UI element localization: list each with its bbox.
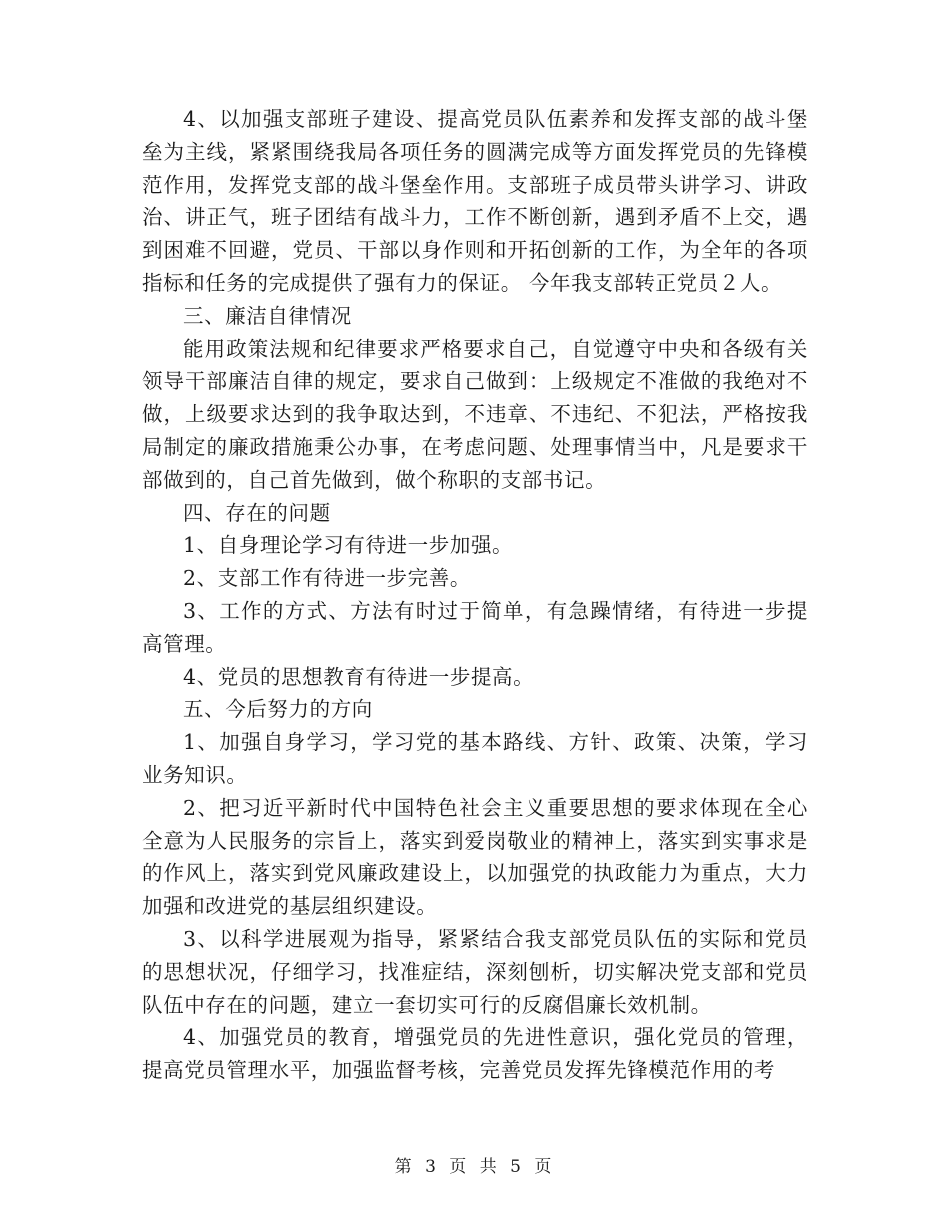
document-body bbox=[142, 103, 808, 1087]
list-item: 2、把习近平新时代中国特色社会主义重要思想的要求体现在全心全意为人民服务的宗旨上，落实到爱岗敬业的精神上，落实到实事求是的作风上，落实到党风廉政建设上，以加强党的执政能力为重点，大力加强和改进党的基层组织建设。 bbox=[142, 795, 808, 919]
list-item: 2、支部工作有待进一步完善。 bbox=[183, 566, 471, 591]
list-item: 1、加强自身学习，学习党的基本路线、方针、政策、决策，学习业务知识。 bbox=[142, 730, 808, 787]
list-item: 3、以科学进展观为指导，紧紧结合我支部党员队伍的实际和党员的思想状况，仔细学习，找准症结，深刻刨析，切实解决党支部和党员队伍中存在的问题，建立一套切实可行的反腐倡廉长效机制。 bbox=[142, 926, 808, 1017]
page-number-footer: 第 3 页 共 5 页 bbox=[394, 1157, 556, 1177]
list-item: 3、工作的方式、方法有时过于简单，有急躁情绪，有待进一步提高管理。 bbox=[142, 598, 808, 656]
list-item: 4、党员的思想教育有待进一步提高。 bbox=[183, 664, 535, 689]
section-heading-3: 三、廉洁自律情况 bbox=[183, 303, 352, 328]
paragraph-2: 能用政策法规和纪律要求严格要求自己，自觉遵守中央和各级有关领导干部廉洁自律的规定，要求自己做到：上级规定不准做的我绝对不做，上级要求达到的我争取达到，不违章、不违纪、不犯法，严格按我局制定的廉政措施秉公办事，在考虑问题、处理事情当中，凡是要求干部做到的，自己首先做到，做个称职的支部书记。 bbox=[142, 336, 808, 492]
list-item: 4、加强党员的教育，增强党员的先进性意识，强化党员的管理，提高党员管理水平，加强监督考核，完善党员发挥先锋模范作用的考 bbox=[142, 1025, 808, 1083]
list-item: 1、自身理论学习有待进一步加强。 bbox=[183, 533, 514, 558]
section-heading-5: 五、今后努力的方向 bbox=[183, 697, 373, 722]
paragraph-1: 4、以加强支部班子建设、提高党员队伍素养和发挥支部的战斗堡垒为主线，紧紧围绕我局各项任务的圆满完成等方面发挥党员的先锋模范作用，发挥党支部的战斗堡垒作用。支部班子成员带头讲学习、讲政治、讲正气，班子团结有战斗力，工作不断创新，遇到矛盾不上交，遇到困难不回避，党员、干部以身作则和开拓创新的工作，为全年的各项指标和任务的完成提供了强有力的保证。 今年我支部转正党员２人。 bbox=[142, 107, 808, 295]
section-heading-4: 四、存在的问题 bbox=[183, 500, 331, 525]
